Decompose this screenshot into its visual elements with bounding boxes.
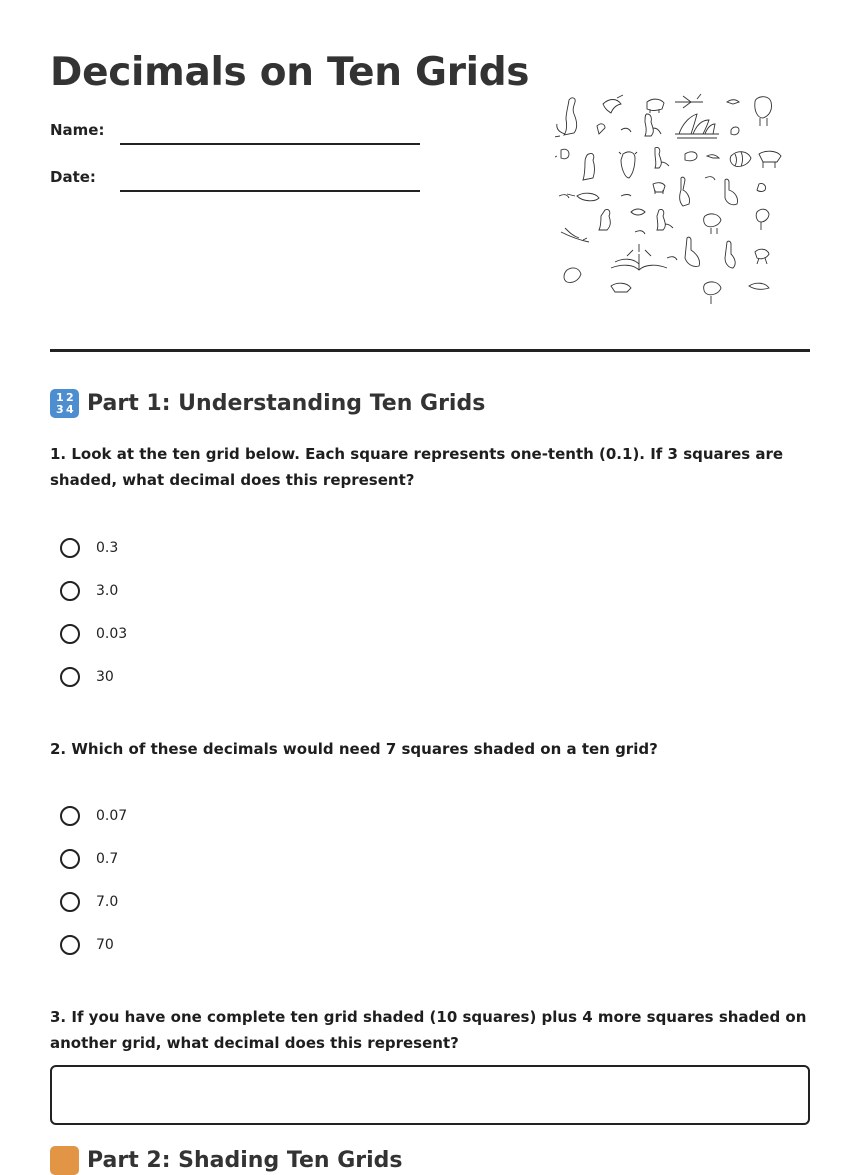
q2-option-b[interactable] bbox=[60, 845, 118, 873]
answer-box[interactable] bbox=[50, 1065, 810, 1125]
kangaroo-5-icon bbox=[599, 209, 610, 230]
option-label: 0.03 bbox=[96, 626, 128, 642]
monkey-icon bbox=[564, 268, 581, 283]
bird-standing-icon bbox=[756, 209, 769, 230]
fish-icon bbox=[631, 209, 645, 215]
opera-house-icon bbox=[675, 114, 719, 138]
radio-button[interactable] bbox=[60, 667, 80, 687]
bird-tiny-3-icon bbox=[635, 231, 645, 234]
numbers-icon: 1 2 3 4 bbox=[50, 389, 79, 418]
cow-icon bbox=[759, 151, 781, 168]
dolphin-icon bbox=[749, 283, 769, 289]
lyrebird-icon bbox=[730, 152, 751, 167]
q2-option-a[interactable] bbox=[60, 802, 127, 830]
wombat-2-icon bbox=[611, 283, 631, 292]
crocodile-icon bbox=[561, 228, 589, 242]
kangaroo-4-icon bbox=[655, 147, 669, 168]
part1-title: Part 1: Understanding Ten Grids bbox=[87, 391, 486, 416]
part1-heading bbox=[50, 389, 485, 418]
radio-button[interactable] bbox=[60, 849, 80, 869]
name-line[interactable] bbox=[120, 143, 420, 145]
cassowary-icon bbox=[725, 179, 738, 205]
option-label: 0.7 bbox=[96, 851, 119, 867]
q1-option-a[interactable] bbox=[60, 534, 118, 562]
koala-icon bbox=[619, 152, 637, 178]
q1-option-c[interactable] bbox=[60, 620, 127, 648]
header-divider bbox=[50, 349, 810, 352]
q2-option-d[interactable] bbox=[60, 931, 114, 959]
plane-icon bbox=[675, 94, 703, 108]
emu-5-icon bbox=[704, 282, 721, 304]
date-line[interactable] bbox=[120, 190, 420, 192]
radio-button[interactable] bbox=[60, 538, 80, 558]
option-label: 70 bbox=[96, 937, 114, 953]
option-label: 0.3 bbox=[96, 540, 119, 556]
emu-icon bbox=[680, 177, 690, 206]
lizard-icon bbox=[621, 195, 631, 197]
open-book-icon bbox=[611, 244, 667, 270]
sheep-icon bbox=[755, 97, 772, 126]
cockatoo-icon bbox=[685, 152, 697, 161]
q1-option-b[interactable] bbox=[60, 577, 118, 605]
wombat-icon bbox=[647, 99, 664, 113]
q1-option-d[interactable] bbox=[60, 663, 114, 691]
platypus-icon bbox=[567, 193, 599, 201]
emu-small-icon bbox=[597, 124, 605, 134]
emu-2-icon bbox=[704, 214, 721, 234]
radio-button[interactable] bbox=[60, 581, 80, 601]
bird-tiny-4-icon bbox=[667, 257, 677, 260]
bird-perched-icon bbox=[731, 127, 739, 135]
radio-button[interactable] bbox=[60, 806, 80, 826]
question-1-text: 1. Look at the ten grid below. Each square represents one-tenth (0.1). If 3 squares are shaded, what decimal does this represent? bbox=[50, 445, 784, 489]
option-label: 7.0 bbox=[96, 894, 119, 910]
option-label: 3.0 bbox=[96, 583, 119, 599]
bird-tiny-icon bbox=[621, 128, 631, 132]
q2-option-c[interactable] bbox=[60, 888, 118, 916]
emu-3-icon bbox=[685, 237, 700, 266]
wallaby-icon bbox=[555, 149, 569, 159]
option-label: 0.07 bbox=[96, 808, 128, 824]
bird-perched-2-icon bbox=[757, 183, 766, 191]
bird-tiny-2-icon bbox=[705, 177, 715, 180]
question-2-text: 2. Which of these decimals would need 7 squares shaded on a ten grid? bbox=[50, 740, 658, 758]
date-field[interactable] bbox=[50, 168, 420, 198]
name-label: Name: bbox=[50, 121, 105, 139]
bird-flying-2-icon bbox=[559, 195, 569, 198]
australian-animals-illustration bbox=[555, 92, 785, 308]
kangaroo-2-icon bbox=[645, 114, 661, 136]
kangaroo-6-icon bbox=[657, 209, 673, 230]
date-label: Date: bbox=[50, 168, 96, 186]
kangaroo-icon bbox=[555, 98, 577, 137]
bird-standing-2-icon bbox=[755, 249, 769, 264]
kangaroo-3-icon bbox=[583, 153, 595, 180]
part2-title: Part 2: Shading Ten Grids bbox=[87, 1148, 403, 1173]
emu-4-icon bbox=[725, 241, 735, 268]
bird-small-icon bbox=[727, 100, 739, 104]
dog-icon bbox=[653, 183, 665, 194]
radio-button[interactable] bbox=[60, 935, 80, 955]
page-title: Decimals on Ten Grids bbox=[50, 50, 530, 95]
radio-button[interactable] bbox=[60, 892, 80, 912]
radio-button[interactable] bbox=[60, 624, 80, 644]
question-3-text: 3. If you have one complete ten grid shaded (10 squares) plus 4 more squares shaded on another grid, what decimal does this represent? bbox=[50, 1008, 807, 1052]
option-label: 30 bbox=[96, 669, 114, 685]
bird-flying-icon bbox=[707, 155, 719, 158]
bird-icon bbox=[603, 95, 623, 113]
name-field[interactable] bbox=[50, 121, 420, 151]
